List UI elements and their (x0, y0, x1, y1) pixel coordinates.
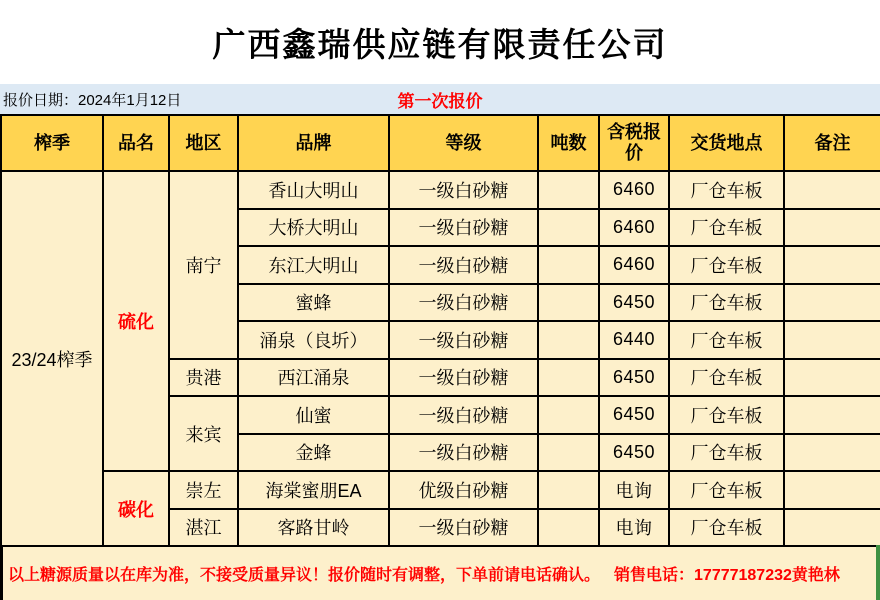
price-cell: 6460 (599, 171, 669, 209)
brand-cell: 东江大明山 (238, 246, 389, 284)
header-process: 品名 (103, 115, 169, 171)
note-cell (784, 359, 880, 397)
delivery-cell: 厂仓车板 (669, 471, 784, 509)
selection-edge-strip (876, 545, 880, 600)
tons-cell (538, 171, 599, 209)
price-cell: 6450 (599, 284, 669, 322)
brand-cell: 涌泉（良圻） (238, 321, 389, 359)
quality-notice-text: 以上糖源质量以在库为准，不接受质量异议！报价随时有调整，下单前请电话确认。 (8, 567, 601, 584)
grade-cell: 一级白砂糖 (389, 209, 538, 247)
brand-cell: 蜜蜂 (238, 284, 389, 322)
tons-cell (538, 396, 599, 434)
delivery-cell: 厂仓车板 (669, 209, 784, 247)
sales-contact-text: 销售电话：17777187232黄艳林 (614, 567, 840, 584)
note-cell (784, 471, 880, 509)
region-cell: 来宾 (169, 396, 238, 471)
note-cell (784, 396, 880, 434)
region-cell: 崇左 (169, 471, 238, 509)
quote-date-label: 报价日期：2024年1月12日 (3, 91, 182, 109)
region-cell: 湛江 (169, 509, 238, 547)
header-note: 备注 (784, 115, 880, 171)
tons-cell (538, 209, 599, 247)
delivery-cell: 厂仓车板 (669, 321, 784, 359)
grade-cell: 一级白砂糖 (389, 434, 538, 472)
brand-cell: 仙蜜 (238, 396, 389, 434)
price-cell: 6460 (599, 209, 669, 247)
delivery-cell: 厂仓车板 (669, 171, 784, 209)
price-cell: 6440 (599, 321, 669, 359)
header-delivery: 交货地点 (669, 115, 784, 171)
header-tons: 吨数 (538, 115, 599, 171)
note-cell (784, 509, 880, 547)
grade-cell: 一级白砂糖 (389, 321, 538, 359)
price-cell: 6460 (599, 246, 669, 284)
grade-cell: 一级白砂糖 (389, 509, 538, 547)
note-cell (784, 209, 880, 247)
brand-cell: 大桥大明山 (238, 209, 389, 247)
grade-cell: 一级白砂糖 (389, 284, 538, 322)
price-cell: 电询 (599, 509, 669, 547)
table-body (1, 171, 880, 546)
delivery-cell: 厂仓车板 (669, 284, 784, 322)
note-cell (784, 321, 880, 359)
grade-cell: 优级白砂糖 (389, 471, 538, 509)
price-cell: 电询 (599, 471, 669, 509)
delivery-cell: 厂仓车板 (669, 359, 784, 397)
header-price: 含税报价 (599, 115, 669, 171)
tons-cell (538, 434, 599, 472)
note-cell (784, 246, 880, 284)
price-cell: 6450 (599, 359, 669, 397)
tons-cell (538, 471, 599, 509)
note-cell (784, 171, 880, 209)
grade-cell: 一级白砂糖 (389, 396, 538, 434)
delivery-cell: 厂仓车板 (669, 246, 784, 284)
title-area (0, 0, 880, 84)
footer-notice (0, 547, 880, 600)
delivery-cell: 厂仓车板 (669, 434, 784, 472)
note-cell (784, 284, 880, 322)
brand-cell: 海棠蜜朋EA (238, 471, 389, 509)
season-cell: 23/24榨季 (1, 171, 103, 546)
brand-cell: 金蜂 (238, 434, 389, 472)
table-row (1, 171, 880, 209)
price-quote-table (0, 114, 880, 547)
grade-cell: 一级白砂糖 (389, 359, 538, 397)
grade-cell: 一级白砂糖 (389, 171, 538, 209)
region-cell: 南宁 (169, 171, 238, 359)
brand-cell: 西江涌泉 (238, 359, 389, 397)
price-cell: 6450 (599, 396, 669, 434)
tons-cell (538, 509, 599, 547)
brand-cell: 客路甘岭 (238, 509, 389, 547)
tons-cell (538, 284, 599, 322)
process-cell: 硫化 (103, 171, 169, 471)
process-cell: 碳化 (103, 471, 169, 546)
company-title: 广西鑫瑞供应链有限责任公司 (212, 25, 668, 63)
tons-cell (538, 321, 599, 359)
grade-cell: 一级白砂糖 (389, 246, 538, 284)
tons-cell (538, 246, 599, 284)
header-row (1, 115, 880, 171)
header-season: 榨季 (1, 115, 103, 171)
brand-cell: 香山大明山 (238, 171, 389, 209)
info-band (0, 84, 880, 114)
header-brand: 品牌 (238, 115, 389, 171)
delivery-cell: 厂仓车板 (669, 396, 784, 434)
tons-cell (538, 359, 599, 397)
table-row (1, 471, 880, 509)
note-cell (784, 434, 880, 472)
delivery-cell: 厂仓车板 (669, 509, 784, 547)
quote-round-label: 第一次报价 (397, 91, 483, 111)
region-cell: 贵港 (169, 359, 238, 397)
header-region: 地区 (169, 115, 238, 171)
price-cell: 6450 (599, 434, 669, 472)
header-grade: 等级 (389, 115, 538, 171)
